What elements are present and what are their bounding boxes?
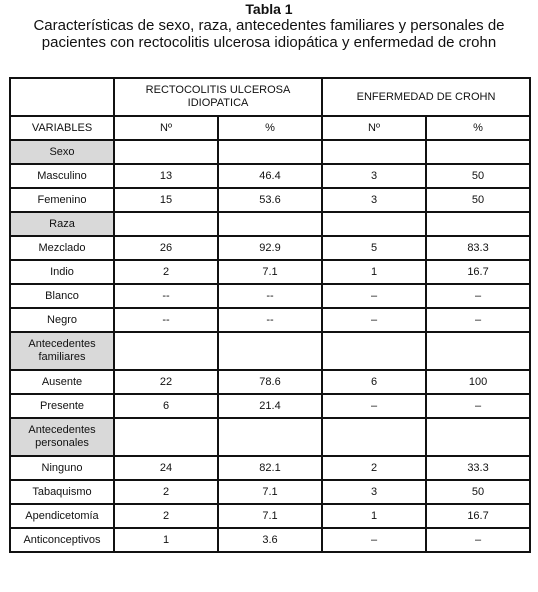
value-cell: 2 bbox=[114, 480, 218, 504]
value-cell bbox=[426, 140, 530, 164]
group-label: Sexo bbox=[10, 140, 114, 164]
value-cell: 7.1 bbox=[218, 260, 322, 284]
row-label: Apendicetomía bbox=[10, 504, 114, 528]
value-cell: – bbox=[322, 308, 426, 332]
value-cell bbox=[322, 332, 426, 370]
row-label: Anticonceptivos bbox=[10, 528, 114, 552]
value-cell: 3.6 bbox=[218, 528, 322, 552]
table-row bbox=[10, 528, 530, 552]
table-row bbox=[10, 308, 530, 332]
value-cell bbox=[218, 140, 322, 164]
group-label: Antecedentes familiares bbox=[10, 332, 114, 370]
value-cell: 92.9 bbox=[218, 236, 322, 260]
value-cell bbox=[218, 332, 322, 370]
column-header-pct-ruci: % bbox=[218, 116, 322, 140]
table-row bbox=[10, 370, 530, 394]
value-cell: 16.7 bbox=[426, 504, 530, 528]
column-header-pct-crohn: % bbox=[426, 116, 530, 140]
value-cell: 15 bbox=[114, 188, 218, 212]
value-cell: 2 bbox=[114, 260, 218, 284]
value-cell: 24 bbox=[114, 456, 218, 480]
value-cell: 83.3 bbox=[426, 236, 530, 260]
value-cell bbox=[426, 332, 530, 370]
value-cell: 50 bbox=[426, 480, 530, 504]
value-cell bbox=[114, 140, 218, 164]
group-header-row bbox=[10, 78, 530, 116]
row-label: Indio bbox=[10, 260, 114, 284]
value-cell: 3 bbox=[322, 480, 426, 504]
value-cell: 2 bbox=[322, 456, 426, 480]
value-cell: 1 bbox=[114, 528, 218, 552]
value-cell: 7.1 bbox=[218, 480, 322, 504]
value-cell: 53.6 bbox=[218, 188, 322, 212]
value-cell: 100 bbox=[426, 370, 530, 394]
table-row bbox=[10, 504, 530, 528]
table-row bbox=[10, 164, 530, 188]
value-cell: 33.3 bbox=[426, 456, 530, 480]
table-title: Tabla 1 bbox=[245, 1, 293, 17]
value-cell: -- bbox=[218, 284, 322, 308]
group-row bbox=[10, 332, 530, 370]
group-row bbox=[10, 140, 530, 164]
group-row bbox=[10, 212, 530, 236]
value-cell: – bbox=[426, 394, 530, 418]
row-label: Presente bbox=[10, 394, 114, 418]
value-cell: 50 bbox=[426, 188, 530, 212]
value-cell: 21.4 bbox=[218, 394, 322, 418]
table-row bbox=[10, 456, 530, 480]
row-label: Tabaquismo bbox=[10, 480, 114, 504]
value-cell bbox=[218, 212, 322, 236]
row-label: Masculino bbox=[10, 164, 114, 188]
value-cell bbox=[322, 212, 426, 236]
group-row bbox=[10, 418, 530, 456]
value-cell bbox=[114, 418, 218, 456]
table-caption bbox=[0, 0, 538, 51]
empty-header-cell bbox=[10, 78, 114, 116]
row-label: Ausente bbox=[10, 370, 114, 394]
value-cell: 6 bbox=[114, 394, 218, 418]
column-header-n-ruci: Nº bbox=[114, 116, 218, 140]
table-row bbox=[10, 188, 530, 212]
table-subtitle: Características de sexo, raza, antecedentes familiares y personales de pacientes con rectocolitis ulcerosa idiopática y enfermedad de crohn bbox=[33, 17, 505, 51]
value-cell: 1 bbox=[322, 504, 426, 528]
row-label: Femenino bbox=[10, 188, 114, 212]
value-cell: 1 bbox=[322, 260, 426, 284]
value-cell bbox=[114, 332, 218, 370]
value-cell bbox=[114, 212, 218, 236]
data-table bbox=[9, 77, 531, 553]
table-row bbox=[10, 394, 530, 418]
group-header-ruci: RECTOCOLITIS ULCEROSA IDIOPATICA bbox=[114, 78, 322, 116]
value-cell: 2 bbox=[114, 504, 218, 528]
value-cell: -- bbox=[218, 308, 322, 332]
value-cell: 3 bbox=[322, 164, 426, 188]
value-cell: 13 bbox=[114, 164, 218, 188]
value-cell: 6 bbox=[322, 370, 426, 394]
value-cell: 7.1 bbox=[218, 504, 322, 528]
value-cell: -- bbox=[114, 308, 218, 332]
row-label: Ninguno bbox=[10, 456, 114, 480]
column-header-variables: VARIABLES bbox=[10, 116, 114, 140]
value-cell: -- bbox=[114, 284, 218, 308]
value-cell: 22 bbox=[114, 370, 218, 394]
table-row bbox=[10, 480, 530, 504]
group-label: Antecedentes personales bbox=[10, 418, 114, 456]
row-label: Mezclado bbox=[10, 236, 114, 260]
group-header-crohn: ENFERMEDAD DE CROHN bbox=[322, 78, 530, 116]
table-row bbox=[10, 284, 530, 308]
value-cell bbox=[322, 140, 426, 164]
value-cell: 50 bbox=[426, 164, 530, 188]
value-cell: 26 bbox=[114, 236, 218, 260]
row-label: Negro bbox=[10, 308, 114, 332]
value-cell: 82.1 bbox=[218, 456, 322, 480]
value-cell: 46.4 bbox=[218, 164, 322, 188]
value-cell: – bbox=[322, 394, 426, 418]
group-label: Raza bbox=[10, 212, 114, 236]
value-cell bbox=[322, 418, 426, 456]
column-header-n-crohn: Nº bbox=[322, 116, 426, 140]
value-cell: – bbox=[426, 528, 530, 552]
value-cell: – bbox=[322, 284, 426, 308]
value-cell: – bbox=[322, 528, 426, 552]
value-cell: 5 bbox=[322, 236, 426, 260]
value-cell: 16.7 bbox=[426, 260, 530, 284]
row-label: Blanco bbox=[10, 284, 114, 308]
value-cell: 78.6 bbox=[218, 370, 322, 394]
value-cell bbox=[426, 212, 530, 236]
value-cell bbox=[218, 418, 322, 456]
column-header-row bbox=[10, 116, 530, 140]
table-row bbox=[10, 260, 530, 284]
value-cell: – bbox=[426, 284, 530, 308]
value-cell bbox=[426, 418, 530, 456]
value-cell: – bbox=[426, 308, 530, 332]
value-cell: 3 bbox=[322, 188, 426, 212]
table-row bbox=[10, 236, 530, 260]
